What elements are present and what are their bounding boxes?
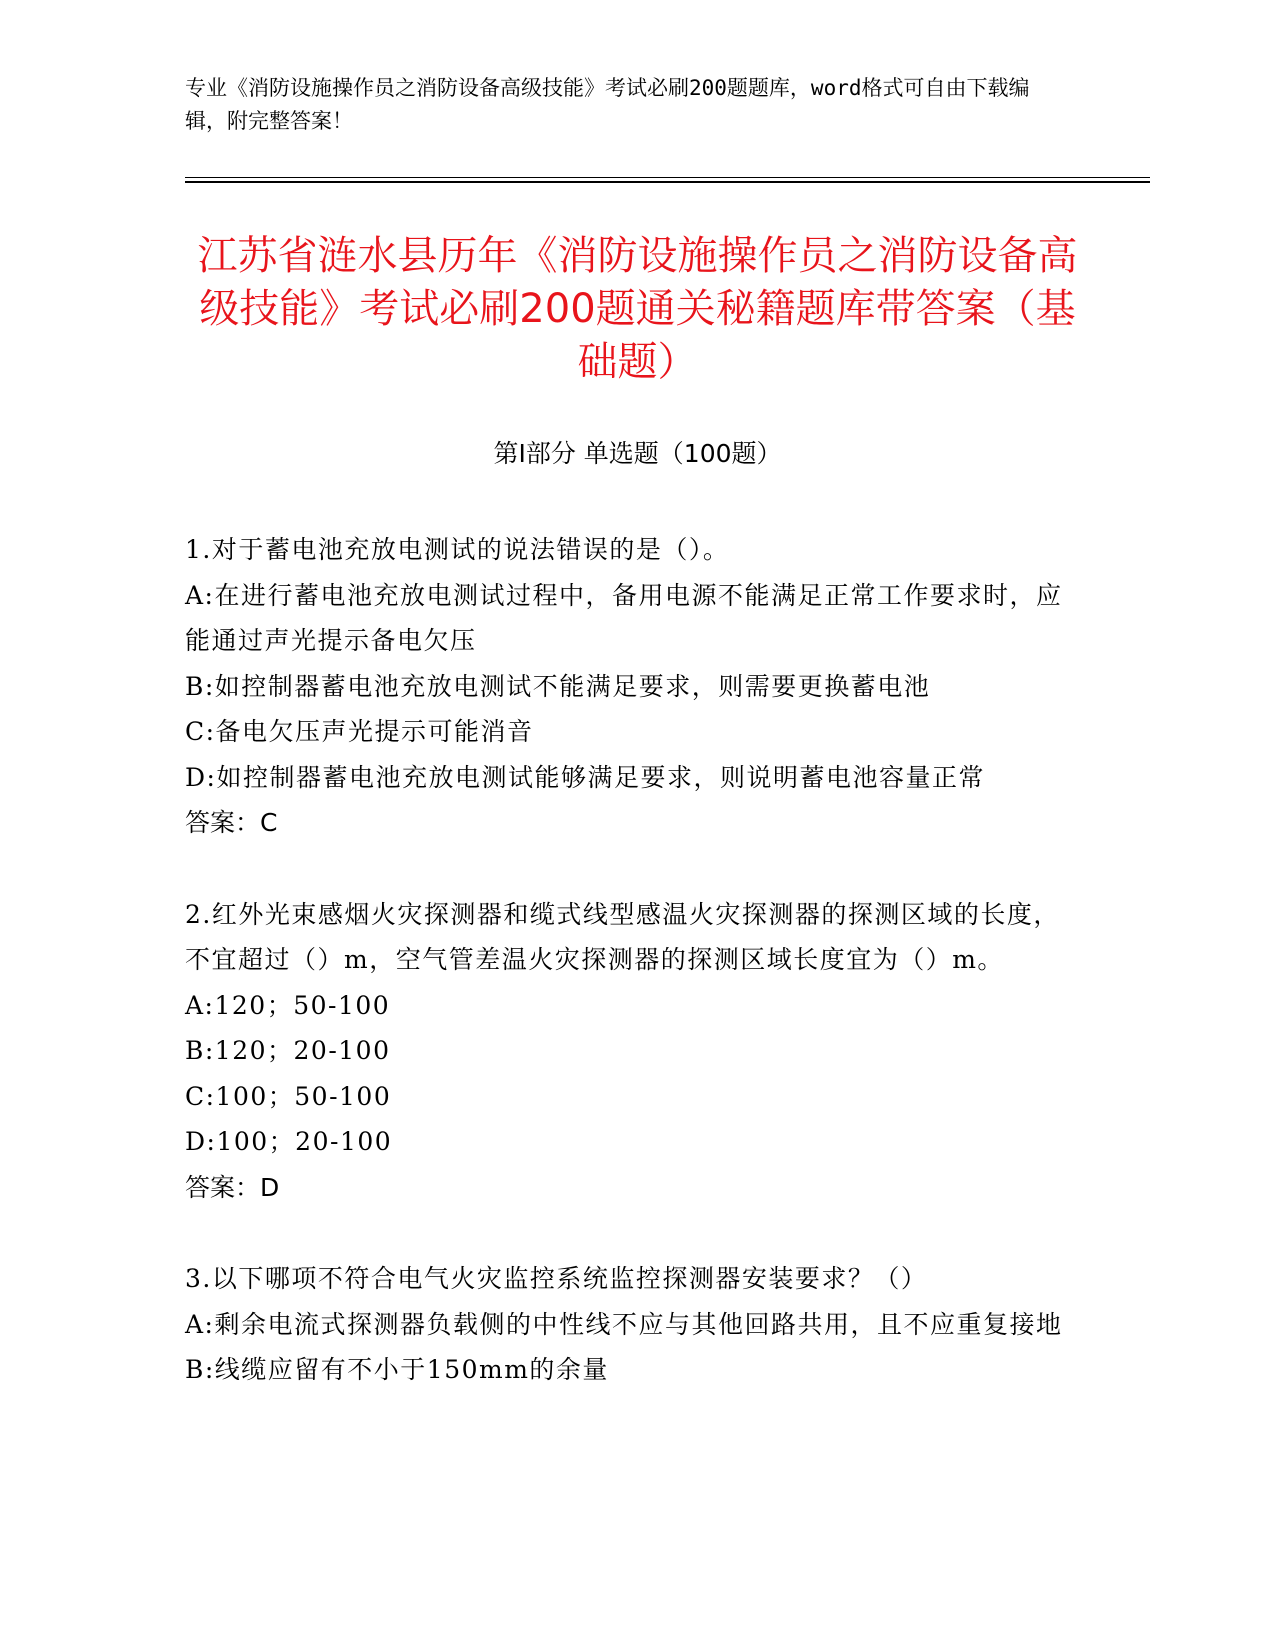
header-divider-thin — [185, 177, 1150, 178]
question-stem: 3.以下哪项不符合电气火灾监控系统监控探测器安装要求？（） — [185, 1264, 928, 1293]
question-stem: 2.红外光束感烟火灾探测器和缆式线型感温火灾探测器的探测区域的长度，不宜超过（）m，空气管差温火灾探测器的探测区域长度宜为（）m。 — [185, 899, 1060, 974]
answer: 答案：D — [185, 1172, 280, 1202]
option-d: D:100；20-100 — [185, 1127, 393, 1156]
option-d: D:如控制器蓄电池充放电测试能够满足要求，则说明蓄电池容量正常 — [185, 762, 985, 792]
option-c: C:100；50-100 — [185, 1081, 392, 1111]
question-list — [185, 527, 1075, 1439]
section-title: 第Ⅰ部分 单选题（100题） — [493, 439, 782, 468]
option-b: B:线缆应留有不小于150mm的余量 — [185, 1355, 609, 1384]
document-title: 江苏省涟水县历年《消防设施操作员之消防设备高级技能》考试必刷200题通关秘籍题库带答案（基础题） — [197, 233, 1078, 385]
question-stem: 1.对于蓄电池充放电测试的说法错误的是（）。 — [185, 535, 730, 564]
option-b: B:120；20-100 — [185, 1036, 391, 1065]
option-a: A:剩余电流式探测器负载侧的中性线不应与其他回路共用，且不应重复接地 — [185, 1309, 1063, 1339]
question-1 — [185, 527, 1075, 846]
question-2 — [185, 892, 1075, 1211]
question-3 — [185, 1256, 1075, 1393]
option-b: B:如控制器蓄电池充放电测试不能满足要求，则需要更换蓄电池 — [185, 671, 931, 701]
option-a: A:120；50-100 — [185, 990, 391, 1020]
option-a: A:在进行蓄电池充放电测试过程中，备用电源不能满足正常工作要求时，应能通过声光提示备电欠压 — [185, 580, 1063, 655]
header-note: 专业《消防设施操作员之消防设备高级技能》考试必刷200题题库，word格式可自由下载编辑，附完整答案！ — [185, 76, 1030, 133]
option-c: C:备电欠压声光提示可能消音 — [185, 717, 534, 746]
header-divider-thick — [185, 181, 1150, 183]
answer: 答案：C — [185, 808, 278, 837]
